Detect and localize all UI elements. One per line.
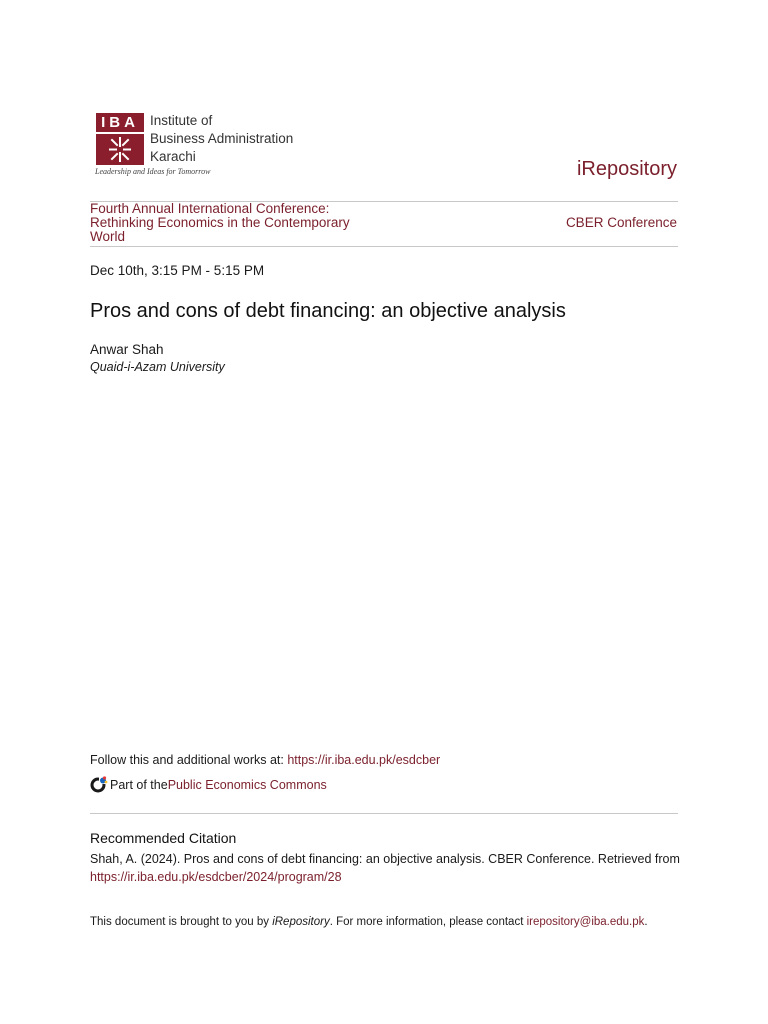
citation-body — [90, 850, 690, 886]
conference-name-link[interactable]: Fourth Annual International Conference: Rethinking Economics in the Contemporary World — [90, 201, 350, 244]
follow-link[interactable]: https://ir.iba.edu.pk/esdcber — [287, 753, 441, 767]
footer-brand: iRepository — [272, 916, 330, 928]
logo-line-3: Karachi — [150, 149, 196, 164]
author-name: Anwar Shah — [90, 342, 164, 357]
citation-link[interactable]: https://ir.iba.edu.pk/esdcber/2024/program/28 — [90, 870, 342, 884]
contact-email-link[interactable]: irepository@iba.edu.pk — [526, 916, 645, 928]
divider-citation — [90, 813, 678, 814]
footer-note — [90, 916, 648, 928]
author-affiliation: Quaid-i-Azam University — [90, 360, 225, 374]
part-of-prefix: Part of the — [110, 778, 168, 792]
public-economics-commons-link[interactable]: Public Economics Commons — [167, 778, 327, 792]
brand-irepository-link[interactable]: iRepository — [576, 158, 677, 180]
citation-heading: Recommended Citation — [90, 830, 237, 846]
session-time: Dec 10th, 3:15 PM - 5:15 PM — [90, 263, 265, 278]
footer-suffix: . — [644, 916, 648, 928]
follow-prefix: Follow this and additional works at: — [90, 753, 288, 767]
iba-logo — [95, 112, 310, 178]
network-commons-icon — [90, 776, 108, 794]
footer-prefix: This document is brought to you by — [90, 916, 273, 928]
citation-text: Shah, A. (2024). Pros and cons of debt financing: an objective analysis. CBER Conference. Retrieved from — [90, 852, 680, 866]
divider-conference — [90, 246, 678, 247]
logo-tagline: Leadership and Ideas for Tomorrow — [95, 167, 211, 176]
logo-emblem-icon — [96, 134, 144, 165]
logo-institute-name — [150, 112, 293, 166]
conference-series-link[interactable]: CBER Conference — [565, 215, 677, 230]
paper-title: Pros and cons of debt financing: an objective analysis — [90, 300, 566, 322]
follow-line — [90, 753, 440, 767]
logo-abbr: IBA — [96, 113, 144, 132]
logo-line-1: Institute of — [150, 113, 213, 128]
logo-line-2: Business Administration — [150, 131, 294, 146]
part-of-line — [90, 776, 327, 794]
footer-middle: . For more information, please contact — [329, 916, 527, 928]
